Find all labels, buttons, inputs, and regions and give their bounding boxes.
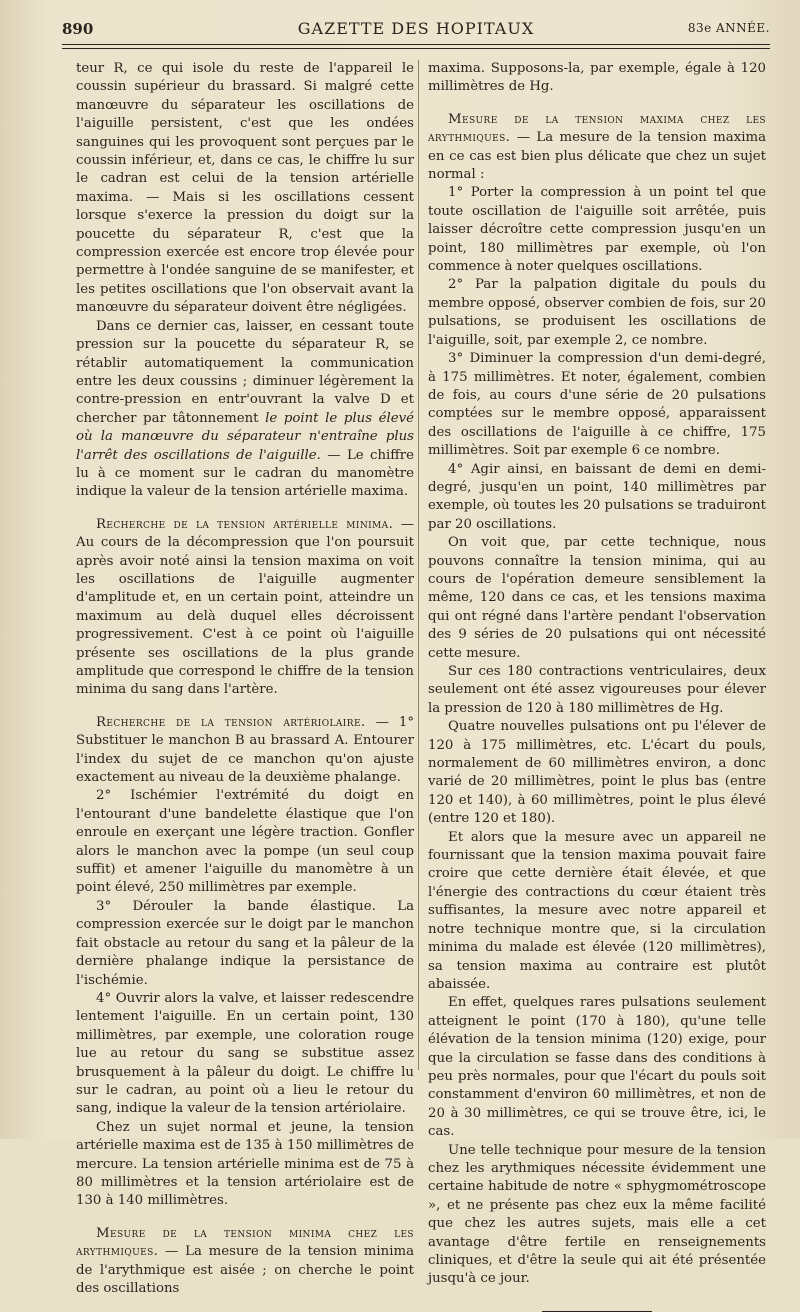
- page-header: [62, 18, 770, 40]
- section-heading: Recherche de la tension artérielle minima.: [96, 516, 394, 532]
- section-maxima-arythmiques: Mesure de la tension maxima chez les arythmiques. — La mesure de la tension maxima en ce cas est bien plus délicate que chez un sujet normal :: [428, 111, 766, 183]
- paragraph: Dans ce dernier cas, laisser, en cessant toute pression sur la poucette du séparateur R, se rétablir automatiquement la communication entre les deux coussins ; diminuer légèrement la contre-pression en entr'ouvrant la valve D et chercher par tâtonnement le point le plus élevé où la manœuvre du séparateur n'entraîne plus l'arrêt des oscillations de l'aiguille. — Le chiffre lu à ce moment sur le cadran du manomètre indique la valeur de la tension artérielle maxima.: [76, 318, 414, 500]
- paragraph: Quatre nouvelles pulsations ont pu l'élever de 120 à 175 millimètres, etc. L'écart du pouls, normalement de 60 millimètres environ, a donc varié de 20 millimètres, point le plus bas (entre 120 et 140), à 60 millimètres, point le plus élevé (entre 120 et 180).: [428, 719, 766, 827]
- paragraph: maxima. Supposons-la, par exemple, égale à 120 millimètres de Hg.: [428, 61, 766, 95]
- paragraph: 4° Agir ainsi, en baissant de demi en demi-degré, jusqu'en un point, 140 millimètres par exemple, où toutes les 20 pulsations se traduiront par 20 oscillations.: [428, 461, 766, 532]
- journal-title: GAZETTE DES HOPITAUX: [297, 19, 535, 38]
- right-column: [428, 60, 766, 1287]
- year-label: 83e ANNÉE.: [687, 21, 770, 35]
- left-column: [76, 60, 414, 1296]
- paragraph: Chez un sujet normal et jeune, la tension artérielle maxima est de 135 à 150 millimètres de mercure. La tension artérielle minima est de 75 à 80 millimètres et la tension artériolaire est de 130 à 140 millimètres.: [76, 1119, 414, 1209]
- paragraph: 1° Porter la compression à un point tel que toute oscillation de l'aiguille soit arrêtée, puis laisser décroître cette compression jusqu'en un point, 180 millimètres par exemple, où l'on commence à noter quelques oscillations.: [428, 185, 766, 275]
- section-heading: Mesure de la tension minima chez les arythmiques.: [76, 1225, 414, 1260]
- paragraph: On voit que, par cette technique, nous pouvons connaître la tension minima, qui au cours de l'opération demeure sensiblement la même, 120 dans ce cas, et les tensions maxima qui ont régné dans l'artère pendant l'observation des 9 séries de 20 pulsations qui ont nécessité cette mesure.: [428, 535, 766, 661]
- column-divider: [418, 60, 419, 1070]
- paragraph: 3° Dérouler la bande élastique. La compression exercée sur le doigt par le manchon fait obstacle au retour du sang et la pâleur de la dernière phalange indique la persistance de l'ischémie.: [76, 898, 414, 988]
- section-heading: Recherche de la tension artériolaire.: [96, 714, 366, 730]
- paragraph: 2° Ischémier l'extrémité du doigt en l'entourant d'une bandelette élastique que l'on enroule en exerçant une légère traction. Gonfler alors le manchon avec la pompe (un seul coup suffit) et amener l'aiguille du manomètre à un point élevé, 250 millimètres par exemple.: [76, 788, 414, 896]
- paragraph: 2° Par la palpation digitale du pouls du membre opposé, observer combien de fois, sur 20 pulsations, se produisent les oscillations de l'aiguille, soit, par exemple 2, ce nombre.: [428, 277, 766, 348]
- paragraph: teur R, ce qui isole du reste de l'appareil le coussin supérieur du brassard. Si malgré cette manœuvre du séparateur les oscillations de l'aiguille persistent, c'est que les ondées sanguines qui les provoquent sont perçues par le coussin inférieur, et, dans ce cas, le chiffre lu sur le cadran est celui de la tension artérielle maxima. — Mais si les oscillations cessent lorsque s'exerce la pression du doigt sur la poucette du séparateur R, c'est que la compression exercée est encore trop élevée pour permettre à l'ondée sanguine de se manifester, et les petites oscillations que l'on observait avant la manœuvre du séparateur doivent être négligées.: [76, 61, 414, 316]
- section-minima-arythmiques: Mesure de la tension minima chez les arythmiques. — La mesure de la tension minima de l'arythmique est aisée ; on cherche le point des oscillations: [76, 1225, 414, 1296]
- section-minima: Recherche de la tension artérielle minima. — Au cours de la décompression que l'on poursuit après avoir noté ainsi la tension maxima on voit les oscillations de l'aiguille augmenter d'amplitude et, en un certain point, atteindre un maximum au delà duquel elles décroissent progressivement. C'est à ce point où l'aiguille présente ses oscillations de la plus grande amplitude que correspond le chiffre de la tension minima du sang dans l'artère.: [76, 516, 414, 698]
- paragraph: En effet, quelques rares pulsations seulement atteignent le point (170 à 180), qu'une telle élévation de la tension minima (120) exige, pour que la circulation se fasse dans des conditions à peu près normales, pour que l'écart du pouls soit constamment d'environ 60 millimètres, et non de 20 à 30 millimètres, ce qui se trouve être, ici, le cas.: [428, 995, 766, 1140]
- paragraph: 3° Diminuer la compression d'un demi-degré, à 175 millimètres. Et noter, également, combien de fois, au cours d'une série de 20 pulsations comptées sur le membre opposé, apparaissent des oscillations de l'aiguille à ce chiffre, 175 millimètres. Soit par exemple 6 ce nombre.: [428, 351, 766, 459]
- paragraph: 4° Ouvrir alors la valve, et laisser redescendre lentement l'aiguille. En un certain point, 130 millimètres, par exemple, une coloration rouge lue au retour du sang se substitue assez brusquement à la pâleur du doigt. Le chiffre lu sur le cadran, au point où a lieu le retour du sang, indique la valeur de la tension artériolaire.: [76, 990, 414, 1117]
- italic-phrase: le point le plus élevé où la manœuvre du séparateur n'entraîne plus l'arrêt des oscillations de l'aiguille.: [76, 410, 414, 463]
- section-arteriolaire: Recherche de la tension artériolaire. — 1° Substituer le manchon B au brassard A. Entourer l'index du sujet de ce manchon qu'on ajuste exactement au niveau de la deuxième phalange.: [76, 714, 414, 786]
- paragraph: Sur ces 180 contractions ventriculaires, deux seulement ont été assez vigoureuses pour élever la pression de 120 à 180 millimètres de Hg.: [428, 664, 766, 716]
- section-heading: Mesure de la tension maxima chez les arythmiques.: [428, 111, 766, 146]
- page-number: 890: [62, 20, 94, 38]
- header-rule: [62, 44, 770, 49]
- paragraph: Et alors que la mesure avec un appareil ne fournissant que la tension maxima pouvait faire croire que cette dernière était élevée, et que l'énergie des contractions du cœur étaient très suffisantes, la mesure avec notre appareil et notre technique montre que, si la circulation minima du malade est élevée (120 millimètres), sa tension maxima au contraire est plutôt abaissée.: [428, 829, 766, 992]
- paragraph: Une telle technique pour mesure de la tension chez les arythmiques nécessite évidemment une certaine habitude de notre « sphygmométroscope », et ne présente pas chez eux la même facilité que chez les autres sujets, mais elle a cet avantage d'être fertile en renseignements cliniques, et d'être la seule qui ait été présentée jusqu'à ce jour.: [428, 1142, 766, 1287]
